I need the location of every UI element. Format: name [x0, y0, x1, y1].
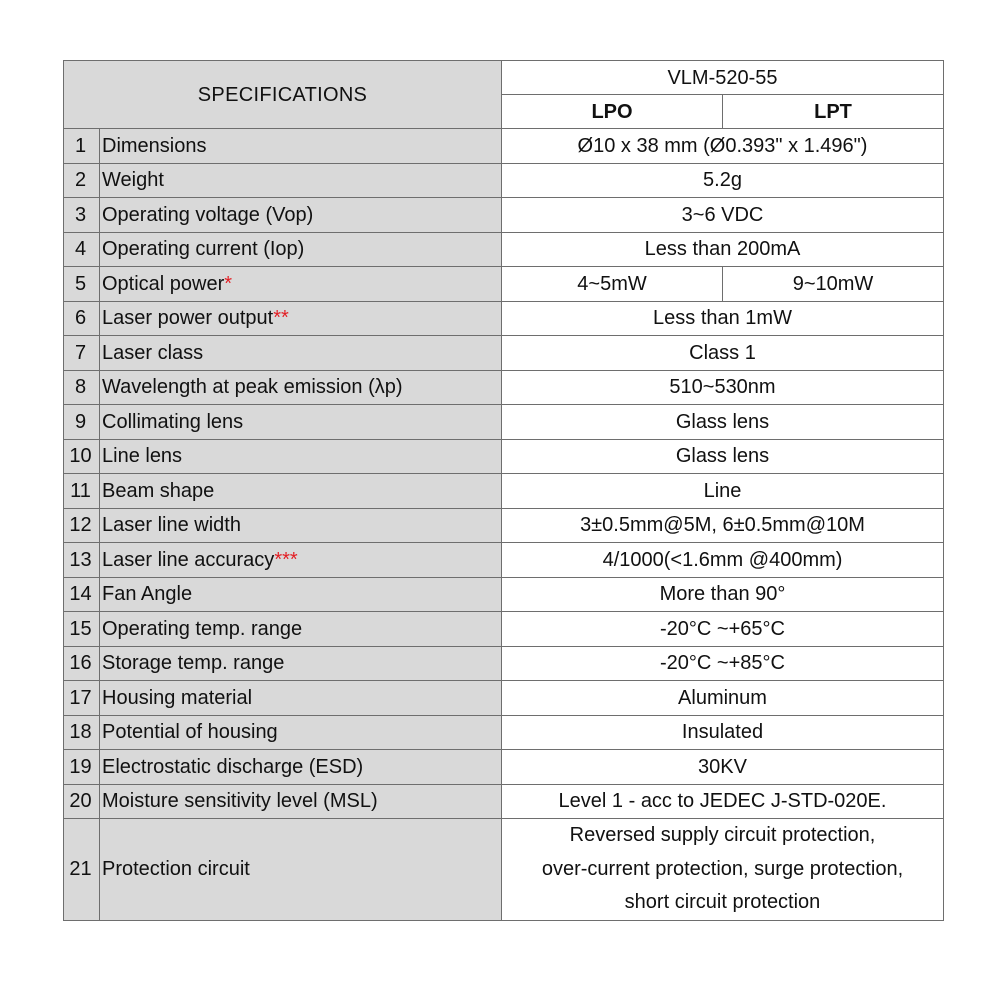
spec-label-cell	[100, 232, 502, 267]
table-row	[64, 508, 944, 543]
spec-label: Electrostatic discharge (ESD)	[102, 755, 364, 778]
row-number: 14	[64, 577, 100, 612]
spec-value: More than 90°	[502, 577, 944, 612]
spec-label-cell	[100, 819, 502, 921]
row-number: 12	[64, 508, 100, 543]
spec-value: 30KV	[502, 750, 944, 785]
spec-label: Laser power output	[102, 307, 274, 330]
spec-value: 510~530nm	[502, 370, 944, 405]
table-row	[64, 163, 944, 198]
row-number: 10	[64, 439, 100, 474]
spec-label: Laser class	[102, 341, 204, 364]
spec-value: -20°C ~+85°C	[502, 646, 944, 681]
spec-value-lpt: 9~10mW	[723, 267, 944, 302]
row-number: 13	[64, 543, 100, 578]
table-row	[64, 750, 944, 785]
table-row	[64, 301, 944, 336]
spec-label-cell	[100, 750, 502, 785]
spec-label-cell	[100, 612, 502, 647]
row-number: 8	[64, 370, 100, 405]
spec-value: Less than 200mA	[502, 232, 944, 267]
row-number: 19	[64, 750, 100, 785]
spec-value: Insulated	[502, 715, 944, 750]
spec-label: Weight	[102, 169, 164, 192]
spec-label-cell	[100, 577, 502, 612]
row-number: 1	[64, 129, 100, 164]
spec-value: Line	[502, 474, 944, 509]
table-row	[64, 129, 944, 164]
spec-label: Protection circuit	[102, 858, 250, 881]
row-number: 18	[64, 715, 100, 750]
footnote-mark: **	[273, 307, 289, 330]
spec-value: Aluminum	[502, 681, 944, 716]
row-number: 4	[64, 232, 100, 267]
table-row	[64, 336, 944, 371]
spec-value: 5.2g	[502, 163, 944, 198]
spec-value: Level 1 - acc to JEDEC J-STD-020E.	[502, 784, 944, 819]
table-row	[64, 439, 944, 474]
table-row	[64, 543, 944, 578]
spec-label-cell	[100, 508, 502, 543]
spec-value: 3±0.5mm@5M, 6±0.5mm@10M	[502, 508, 944, 543]
spec-label: Beam shape	[102, 479, 215, 502]
spec-label-cell	[100, 405, 502, 440]
spec-label: Dimensions	[102, 134, 207, 157]
spec-label: Operating current (Iop)	[102, 238, 305, 261]
spec-value-line: over-current protection, surge protection,	[541, 857, 904, 880]
spec-label-cell	[100, 646, 502, 681]
row-number: 9	[64, 405, 100, 440]
row-number: 16	[64, 646, 100, 681]
spec-label-cell	[100, 336, 502, 371]
specifications-table	[63, 60, 944, 921]
spec-value: 3~6 VDC	[502, 198, 944, 233]
table-row	[64, 784, 944, 819]
spec-value: Less than 1mW	[502, 301, 944, 336]
table-row	[64, 198, 944, 233]
spec-value: -20°C ~+65°C	[502, 612, 944, 647]
spec-label: Operating temp. range	[102, 617, 303, 640]
table-row	[64, 267, 944, 302]
spec-label-cell	[100, 198, 502, 233]
spec-label-cell	[100, 301, 502, 336]
table-row	[64, 405, 944, 440]
spec-value: 4/1000(<1.6mm @400mm)	[502, 543, 944, 578]
spec-label: Potential of housing	[102, 721, 278, 744]
spec-value-lpo: 4~5mW	[502, 267, 723, 302]
spec-label: Fan Angle	[102, 583, 193, 606]
table-row	[64, 715, 944, 750]
spec-label: Moisture sensitivity level (MSL)	[102, 790, 378, 813]
spec-label-cell	[100, 715, 502, 750]
spec-value	[502, 819, 944, 921]
spec-label-cell	[100, 543, 502, 578]
row-number: 3	[64, 198, 100, 233]
spec-label-cell	[100, 474, 502, 509]
spec-label-cell	[100, 681, 502, 716]
spec-value: Glass lens	[502, 439, 944, 474]
table-row	[64, 681, 944, 716]
spec-label-cell	[100, 129, 502, 164]
spec-label: Line lens	[102, 445, 183, 468]
table-row	[64, 232, 944, 267]
model-name: VLM-520-55	[502, 61, 944, 95]
row-number: 20	[64, 784, 100, 819]
spec-label: Collimating lens	[102, 410, 244, 433]
specifications-title: SPECIFICATIONS	[64, 61, 502, 129]
footnote-mark: *	[224, 272, 233, 295]
spec-label: Storage temp. range	[102, 652, 285, 675]
spec-label-cell	[100, 439, 502, 474]
spec-value: Glass lens	[502, 405, 944, 440]
spec-label: Laser line accuracy	[102, 548, 275, 571]
spec-label-cell	[100, 370, 502, 405]
footnote-mark: ***	[274, 548, 298, 571]
table-row	[64, 612, 944, 647]
row-number: 15	[64, 612, 100, 647]
row-number: 5	[64, 267, 100, 302]
table-row	[64, 370, 944, 405]
spec-label-cell	[100, 163, 502, 198]
variant-lpt-header: LPT	[723, 95, 944, 129]
spec-value-line: Reversed supply circuit protection,	[569, 824, 876, 846]
table-row	[64, 577, 944, 612]
spec-label: Housing material	[102, 686, 253, 709]
table-row	[64, 646, 944, 681]
row-number: 2	[64, 163, 100, 198]
spec-label: Optical power	[102, 272, 225, 295]
spec-value: Class 1	[502, 336, 944, 371]
spec-value: Ø10 x 38 mm (Ø0.393" x 1.496")	[502, 129, 944, 164]
table-row	[64, 474, 944, 509]
row-number: 17	[64, 681, 100, 716]
spec-label-cell	[100, 267, 502, 302]
variant-lpo-header: LPO	[502, 95, 723, 129]
spec-label: Laser line width	[102, 514, 241, 537]
row-number: 11	[64, 474, 100, 509]
row-number: 6	[64, 301, 100, 336]
spec-label: Wavelength at peak emission (λp)	[102, 376, 403, 399]
spec-value-line: short circuit protection	[624, 891, 821, 913]
spec-label: Operating voltage (Vop)	[102, 203, 314, 226]
table-row	[64, 819, 944, 921]
row-number: 7	[64, 336, 100, 371]
row-number: 21	[64, 819, 100, 921]
spec-label-cell	[100, 784, 502, 819]
